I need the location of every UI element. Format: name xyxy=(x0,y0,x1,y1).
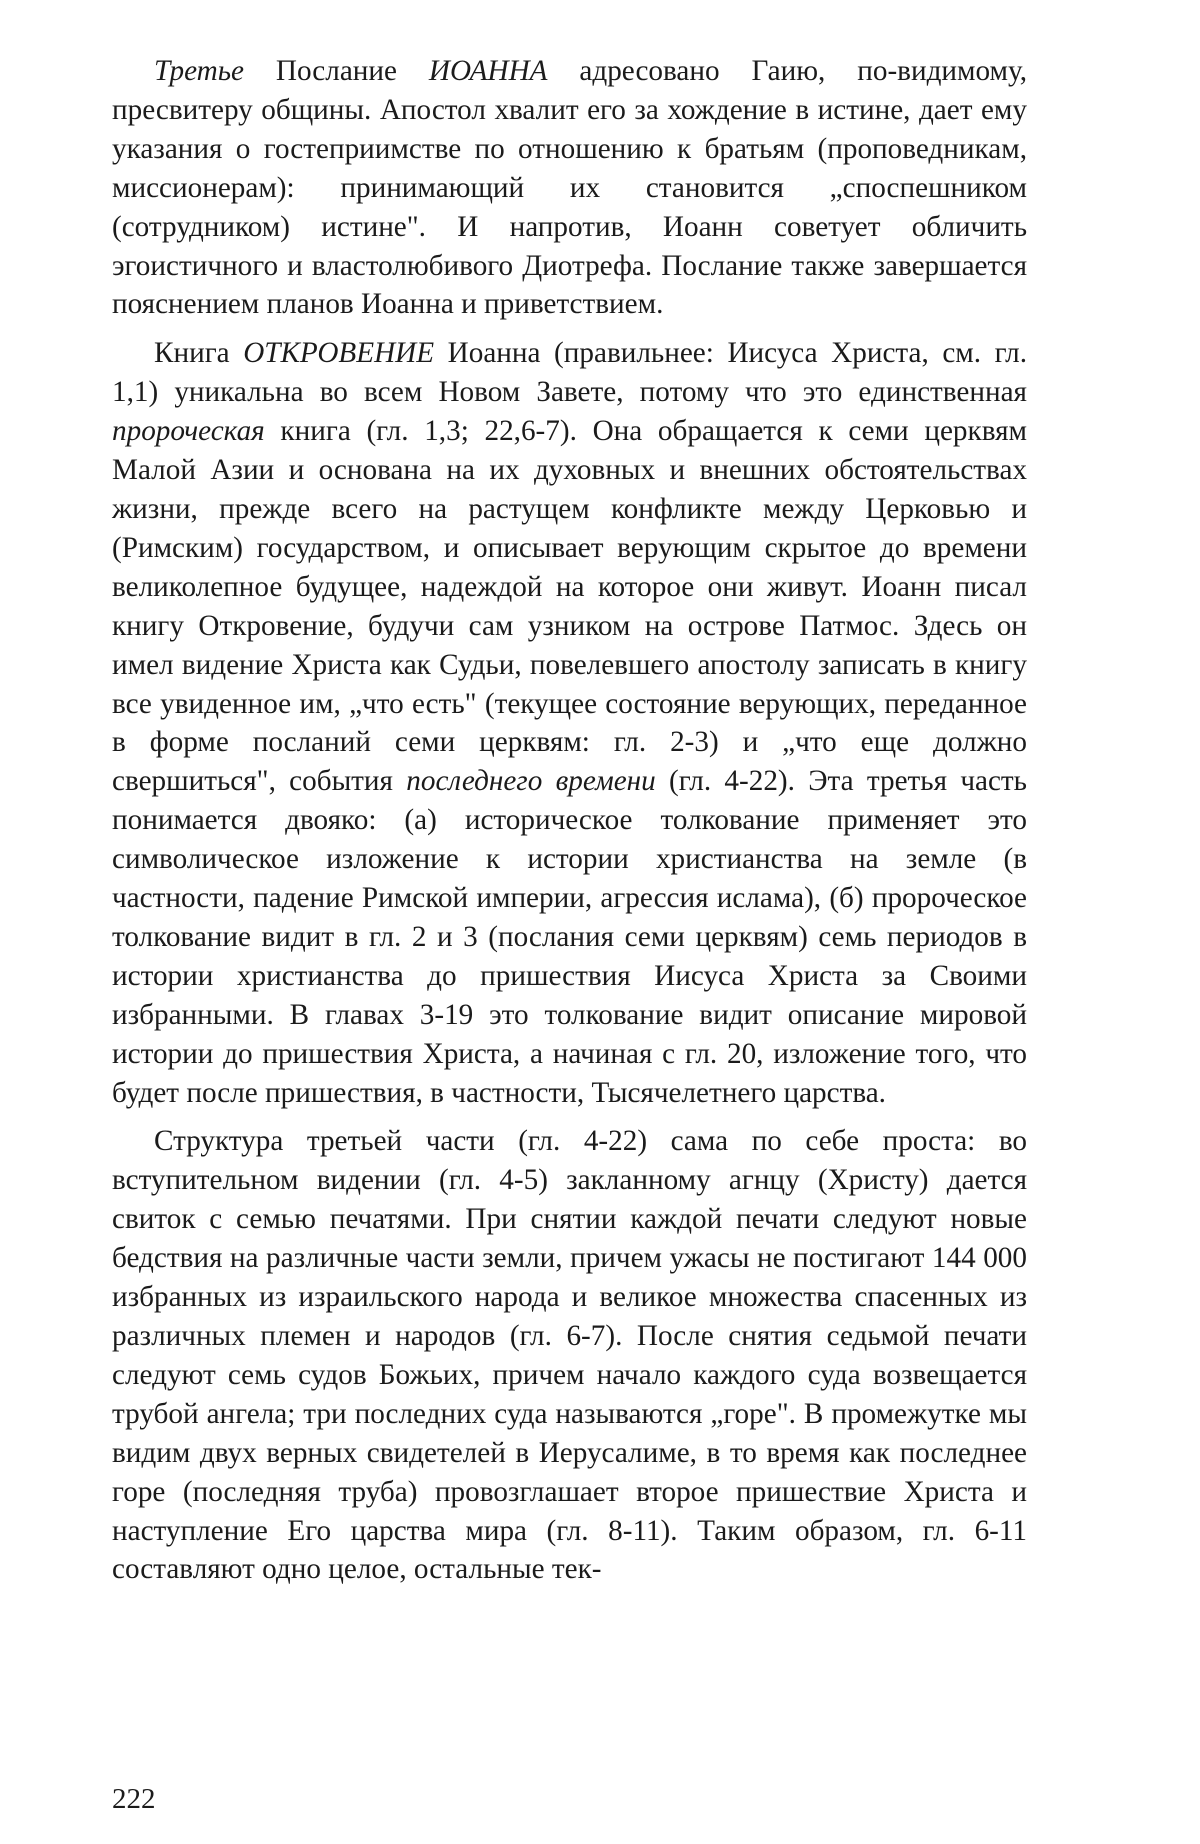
text-run: Структура третьей части (гл. 4-22) сама по себе проста: во вступительном видении (гл. 4-5) закланному агнцу (Христу) дается свиток с семью печатями. При снятии каждой печати следуют новые бедствия на различные части земли, причем ужасы не постигают 144 000 избранных из израильского народа и великое множества спасенных из различных племен и народов (гл. 6-7). После снятия седьмой печати следуют семь судов Божьих, причем начало каждого суда возвещается трубой ангела; три последних суда называются „горе". В промежутке мы видим двух верных свидетелей в Иерусалиме, в то время как последнее горе (последняя труба) провозглашает второе пришествие Христа и наступление Его царства мира (гл. 8-11). Таким образом, гл. 6-11 составляют одно целое, остальные тек- xyxy=(112,1125,1027,1586)
page-number: 222 xyxy=(112,1783,156,1815)
text-run: Послание xyxy=(244,55,429,87)
italic-word: пророческая xyxy=(112,415,265,448)
paragraph-structure xyxy=(112,1122,1027,1589)
text-run: Иоанна (правильнее: Иисуса Христа, см. гл. 1,1) уникальна во всем Новом Завете, потому что это единственная xyxy=(112,337,1027,409)
paragraph-third-epistle xyxy=(112,52,1027,324)
text-run: Книга xyxy=(154,337,244,370)
paragraph-revelation xyxy=(112,334,1027,1112)
text-run: (гл. 4-22). Эта третья часть понимается двояко: (а) историческое толкование применяет это символическое изложение к истории христианства на земле (в частности, падение Римской империи, агрессия ислама), (б) пророческое толкование видит в гл. 2 и 3 (послания семи церквям) семь периодов в истории христианства до пришествия Иисуса Христа за Своими избранными. В главах 3-19 это толкование видит описание мировой истории до пришествия Христа, а начиная с гл. 20, изложение того, что будет после пришествия, в частности, Тысячелетнего царства. xyxy=(112,765,1027,1109)
italic-word: ИОАННА xyxy=(428,55,548,87)
page-body xyxy=(112,52,1027,1599)
text-run: книга (гл. 1,3; 22,6-7). Она обращается к семи церквям Малой Азии и основана на их духовных и внешних обстоятельствах жизни, прежде всего на растущем конфликте между Церковью и (Римским) государством, и описывает верующим скрытое до времени великолепное будущее, надеждой на которое они живут. Иоанн писал книгу Откровение, будучи сам узником на острове Патмос. Здесь он имел видение Христа как Судьи, повелевшего апостолу записать в книгу все увиденное им, „что есть" (текущее состояние верующих, переданное в форме посланий семи церквям: гл. 2-3) и „что еще должно свершиться", события xyxy=(112,415,1027,798)
italic-word: ОТКРОВЕНИЕ xyxy=(243,337,435,370)
italic-word: Третье xyxy=(154,55,244,87)
text-run: адресовано Гаию, по-видимому, пресвитеру общины. Апостол хвалит его за хождение в истине, дает ему указания о гостеприимстве по отношению к братьям (проповедникам, миссионерам): принимающий их становится „споспешником (сотрудником) истине". И напротив, Иоанн советует обличить эгоистичного и властолюбивого Диотрефа. Послание также завершается пояснением планов Иоанна и приветствием. xyxy=(112,55,1027,321)
italic-word: последнего времени xyxy=(406,765,656,798)
